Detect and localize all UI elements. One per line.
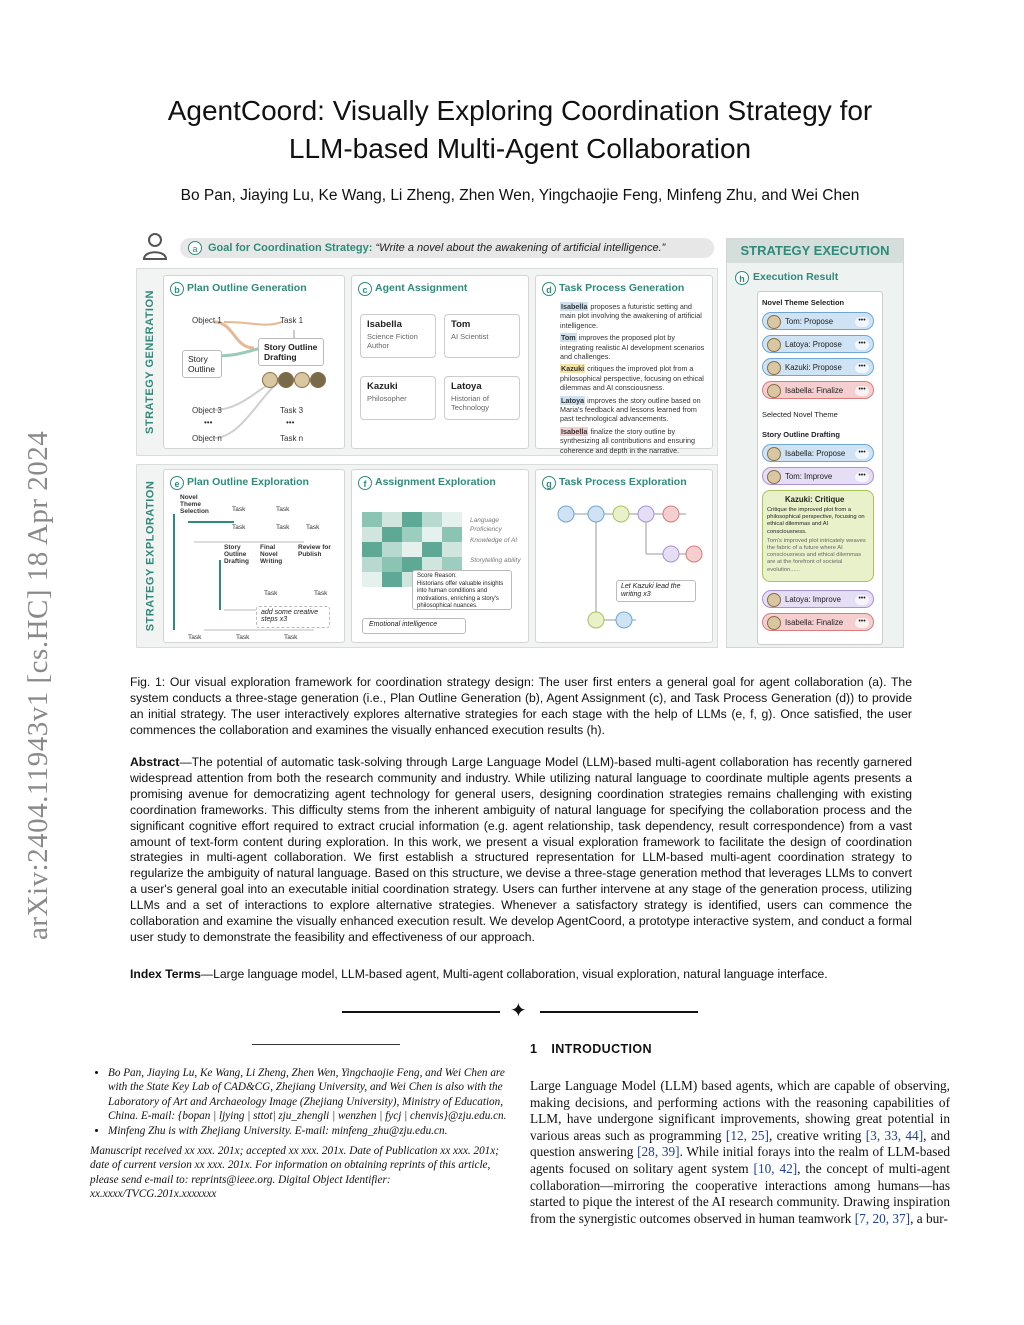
citation-link[interactable]: [10, 42] [753,1160,798,1176]
execution-step[interactable]: Latoya: Propose ••• [762,335,874,353]
execution-step[interactable]: Kazuki: Propose ••• [762,358,874,376]
panel-title-b: b Plan Outline Generation [170,280,307,294]
panel-title-f: f Assignment Exploration [358,474,496,488]
agent-card[interactable]: Latoya Historian of Technology [444,376,520,420]
citation-link[interactable]: [3, 33, 44] [865,1127,924,1143]
section-label: Story Outline Drafting [762,430,840,439]
ellipsis: ••• [286,418,295,427]
agent-avatar [278,372,294,388]
band-label-generation: STRATEGY GENERATION [144,290,156,434]
task-3: Task 3 [280,406,304,415]
goal-input[interactable] [180,238,714,258]
execution-step[interactable]: Isabella: Propose ••• [762,444,874,462]
ellipsis: ••• [204,418,213,427]
strategy-exploration-band [136,464,718,648]
object-n: Object n [192,434,222,443]
task-node[interactable]: Task [276,524,290,531]
manuscript-note: Manuscript received xx xxx. 201x; accepted xx xxx. 201x. Date of Publication xx xxx. 201x; date of current version xx xxx. 201x. For information on obtaining reprints of this article, please send e-mail to: reprints@ieee.org. Digital Object Identifier: xx.xxxx/TVCG.201x.xxxxxxx [90,1145,499,1201]
abstract: Abstract—The potential of automatic task-solving through Large Language Model (LLM)-based multi-agent collaboration has recently garnered widespread attention from both the research community and industry. While utilizing natural language to coordinate multiple agents presents a promising avenue for democratizing agent technology for general users, designing coordination strategies remains challenging with existing coordination frameworks. This difficulty stems from the inherent ambiguity of natural language for specifying the collaboration process and the significant cognitive effort required to extract crucial information (e.g. agent relationship, task dependency, result correspondence) from a vast amount of text-form content during exploration. In this work, we present a visual exploration framework to facilitate the design of coordination strategies in multi-agent collaboration. We first establish a structured representation for LLM-based multi-agent coordination strategy to regularize the ambiguity of natural language. Based on this structure, we devise a three-stage generation method that leverages LLMs to convert a user's general goal into an executable initial coordination strategy. Users can further intervene at any stage of the generation process, utilizing LLMs and a set of interactions to explore alternative strategies. Whenever a satisfactory strategy is identified, users can commence the collaboration and examine the visually enhanced execution result. We develop AgentCoord, a prototype interactive system, and conduct a formal user study to demonstrate the feasibility and effectiveness of our approach. [130,755,912,944]
task-node[interactable]: Task [188,634,202,641]
task-node[interactable]: Task [306,524,320,531]
execution-step[interactable]: Tom: Propose ••• [762,312,874,330]
object-3: Object 3 [192,406,222,415]
criterion-label: Knowledge of AI [470,537,518,544]
paper-title [100,92,940,168]
goal-label: Goal for Coordination Strategy: [208,242,373,254]
task-process-list [560,302,706,458]
task-process-step: Isabella finalize the story outline by synthesizing all contributions and ensuring coherence and depth in the narrative. [560,426,696,455]
agent-avatar [262,372,278,388]
agent-card[interactable]: Tom AI Scientist [444,314,520,358]
task-node[interactable]: Task [276,506,290,513]
process-prompt[interactable]: Let Kazuki lead the writing x3 [616,580,696,602]
index-terms: Index Terms—Large language model, LLM-based agent, Multi-agent collaboration, visual exploration, natural language interface. [130,967,828,981]
execution-step[interactable]: Isabella: Finalize ••• [762,381,874,399]
review-publish-node[interactable]: Review for Publish [298,544,331,558]
title-line-2: LLM-based Multi-Agent Collaboration [288,133,752,164]
story-outline-node[interactable]: Story Outline [182,350,222,378]
arxiv-identifier: arXiv:2404.11943v1 [cs.HC] 18 Apr 2024 [22,430,54,940]
footnote-rule [252,1044,400,1045]
task-node[interactable]: Task [236,634,250,641]
task-process-step: Latoya improves the story outline based on Maria's feedback and lessons learned from past technological advancements. [560,395,701,424]
citation-link[interactable]: [7, 20, 37] [854,1210,911,1226]
agent-card[interactable]: Kazuki Philosopher [360,376,436,420]
execution-result-list [757,291,883,645]
task-process-step: Kazuki critiques the improved plot from a philosophical perspective, focusing on ethical dilemmas and AI consciousness. [560,364,704,393]
execution-title: STRATEGY EXECUTION [727,239,903,263]
execution-step[interactable]: Tom: Improve ••• [762,467,874,485]
figure-caption: Fig. 1: Our visual exploration framework for coordination strategy design: The user first enters a general goal for agent collaboration (a). The system conducts a three-stage generation (i.e., Plan Outline Generation (b), Agent Assignment (c), and Task Process Generation (d)) to provide an initial strategy. The user interactively explores alternative strategies for each stage with the help of LLMs (e, f, g). Once satisfied, the user commences the collaboration and examines the visually enhanced execution results (h). [130,675,912,737]
separator-rule-left [342,1011,500,1013]
agent-avatar [294,372,310,388]
title-line-1: AgentCoord: Visually Exploring Coordination Strategy for [167,95,873,126]
critique-card[interactable]: Kazuki: Critique Critique the improved plot from a philosophical perspective, focusing on ethical dilemmas and AI consciousness. Tom's improved plot intricately weaves the fabric of a future where AI consciousness and ethical dilemmas are at the forefront of societal evolution...... [762,490,874,582]
panel-plan-outline-exploration [163,469,345,643]
panel-assignment-exploration [351,469,529,643]
criterion-label: Language Proficiency [470,517,502,533]
footnote-affiliation: • Minfeng Zhu is with Zhejiang University. E-mail: minfeng_zhu@zju.edu.cn. [108,1124,514,1138]
task-node[interactable]: Task [314,590,328,597]
section-label: Novel Theme Selection [762,298,845,307]
add-steps-prompt[interactable]: add some creative steps x3 [256,606,330,628]
footnotes [90,1066,514,1202]
object-1: Object 1 [192,316,222,325]
task-n: Task n [280,434,304,443]
section-heading: 1 INTRODUCTION [530,1042,652,1056]
task-node[interactable]: Task [232,524,246,531]
author-list: Bo Pan, Jiaying Lu, Ke Wang, Li Zheng, Zhen Wen, Yingchaojie Feng, Minfeng Zhu, and Wei Chen [180,187,860,204]
execution-step[interactable]: Latoya: Improve ••• [762,590,874,608]
separator-star-icon: ✦ [510,1000,527,1022]
execution-step[interactable]: Isabella: Finalize ••• [762,613,874,631]
user-icon [142,232,168,260]
task-1: Task 1 [280,316,304,325]
task-process-step: Isabella proposes a futuristic setting and main plot involving the awakening of artificial intelligence. [560,302,702,330]
score-reason-tooltip: Score Reason: Historians offer valuable insights into human conditions and motivations, enriching a story's philosophical nuances. [412,570,512,610]
execution-result-heading: h Execution Result [735,269,838,283]
panel-task-process-generation [535,275,713,455]
task-process-step: Tom improves the proposed plot by integrating realistic AI development scenarios and challenges. [560,333,705,362]
task-node[interactable]: Task [232,506,246,513]
panel-plan-outline-generation [163,275,345,449]
label-a-badge: a [188,241,202,255]
agent-card[interactable]: Isabella Science Fiction Author [360,314,436,358]
section-label: Selected Novel Theme [762,410,838,419]
panel-title-e: e Plan Outline Exploration [170,474,309,488]
footnote-affiliation: • Bo Pan, Jiaying Lu, Ke Wang, Li Zheng, Zhen Wen, Yingchaojie Feng, and Wei Chen are with the State Key Lab of CAD&CG, Zhejiang University, and Wei Chen is also with the Laboratory of Art and Archaeology Image (Zhejiang University), Ministry of Education, China. E-mail: {bopan | ljying | sttot| zju_zhengli | wenzhen | fycj | chenvis}@zju.edu.cn. [108,1066,514,1124]
teaser-figure [136,232,902,652]
panel-title-d: d Task Process Generation [542,280,684,294]
separator-rule-right [540,1011,698,1013]
strategy-execution-panel [726,238,904,648]
citation-link[interactable]: [12, 25] [725,1127,769,1143]
task-node[interactable]: Task [284,634,298,641]
goal-text: “Write a novel about the awakening of artificial intelligence.” [375,242,666,254]
task-node[interactable]: Task [264,590,278,597]
criterion-label: Storytelling ability [470,557,521,564]
process-tree-links [536,470,712,642]
panel-title-g: g Task Process Exploration [542,474,687,488]
citation-link[interactable]: [28, 39] [637,1144,680,1160]
introduction-paragraph: Large Language Model (LLM) based agents, which are capable of observing, making decisions, and performing actions with the reasoning capabilities of LLM, have undergone significant improvements, showing great potential in various areas such as programming [12, 25], creative writing [3, 33, 44], and question answering [28, 39]. While initial forays into the realm of LLM-based agents focused on solitary agent system [10, 42], the concept of multi-agent collaboration—mirroring the cooperative interactions among humans—has started to pique the interest of the AI research community. Drawing inspiration from the synergistic outcomes observed in human teamwork [7, 20, 37], a bur- [530,1078,950,1226]
story-outline-drafting-node[interactable]: Story Outline Drafting [224,544,249,565]
panel-title-c: c Agent Assignment [358,280,467,294]
strategy-generation-band [136,268,718,456]
final-novel-writing-node[interactable]: Final Novel Writing [260,544,283,565]
panel-agent-assignment [351,275,529,449]
story-outline-drafting-node[interactable]: Story Outline Drafting [258,338,324,366]
goal-bar [136,232,716,262]
criterion-input[interactable]: Emotional intelligence [362,618,466,634]
band-label-exploration: STRATEGY EXPLORATION [144,480,157,632]
agent-avatar [310,372,326,388]
novel-theme-selection-node[interactable]: Novel Theme Selection [180,494,209,515]
panel-task-process-exploration [535,469,713,643]
